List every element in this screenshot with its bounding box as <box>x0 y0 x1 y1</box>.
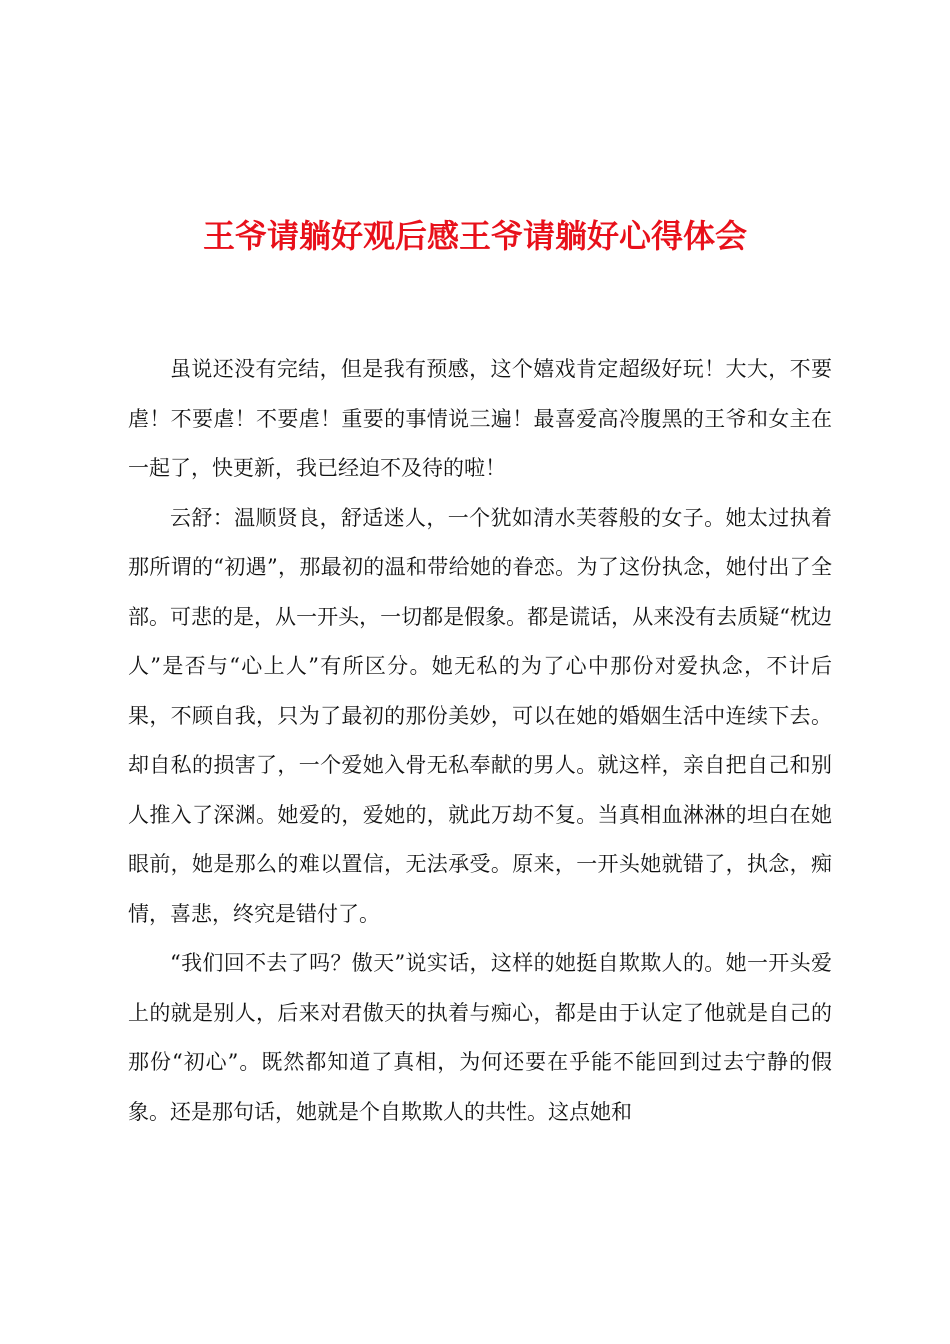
document-title: 王爷请躺好观后感王爷请躺好心得体会 <box>202 217 747 255</box>
paragraph-2: 云舒：温顺贤良，舒适迷人，一个犹如清水芙蓉般的女子。她太过执着那所谓的“初遇”，那最初的温和带给她的眷恋。为了这份执念，她付出了全部。可悲的是，从一开头，一切都是假象。都是谎话，从来没有去质疑“枕边人”是否与“心上人”有所区分。她无私的为了心中那份对爱执念，不计后果，不顾自我，只为了最初的那份美妙，可以在她的婚姻生活中连续下去。却自私的损害了，一个爱她入骨无私奉献的男人。就这样，亲自把自己和别人推入了深渊。她爱的，爱她的，就此万劫不复。当真相血淋淋的坦白在她眼前，她是那么的难以置信，无法承受。原来，一开头她就错了，执念，痴情，喜悲，终究是错付了。 <box>128 505 832 926</box>
document-body <box>128 345 832 1137</box>
paragraph-3: “我们回不去了吗？傲天”说实话，这样的她挺自欺欺人的。她一开头爱上的就是别人，后来对君傲天的执着与痴心，都是由于认定了他就是自己的那份“初心”。既然都知道了真相，为何还要在乎能不能回到过去宁静的假象。还是那句话，她就是个自欺欺人的共性。这点她和 <box>128 951 832 1124</box>
paragraph-1: 虽说还没有完结，但是我有预感，这个嬉戏肯定超级好玩！大大，不要虐！不要虐！不要虐！重要的事情说三遍！最喜爱高冷腹黑的王爷和女主在一起了，快更新，我已经迫不及待的啦！ <box>128 357 832 480</box>
